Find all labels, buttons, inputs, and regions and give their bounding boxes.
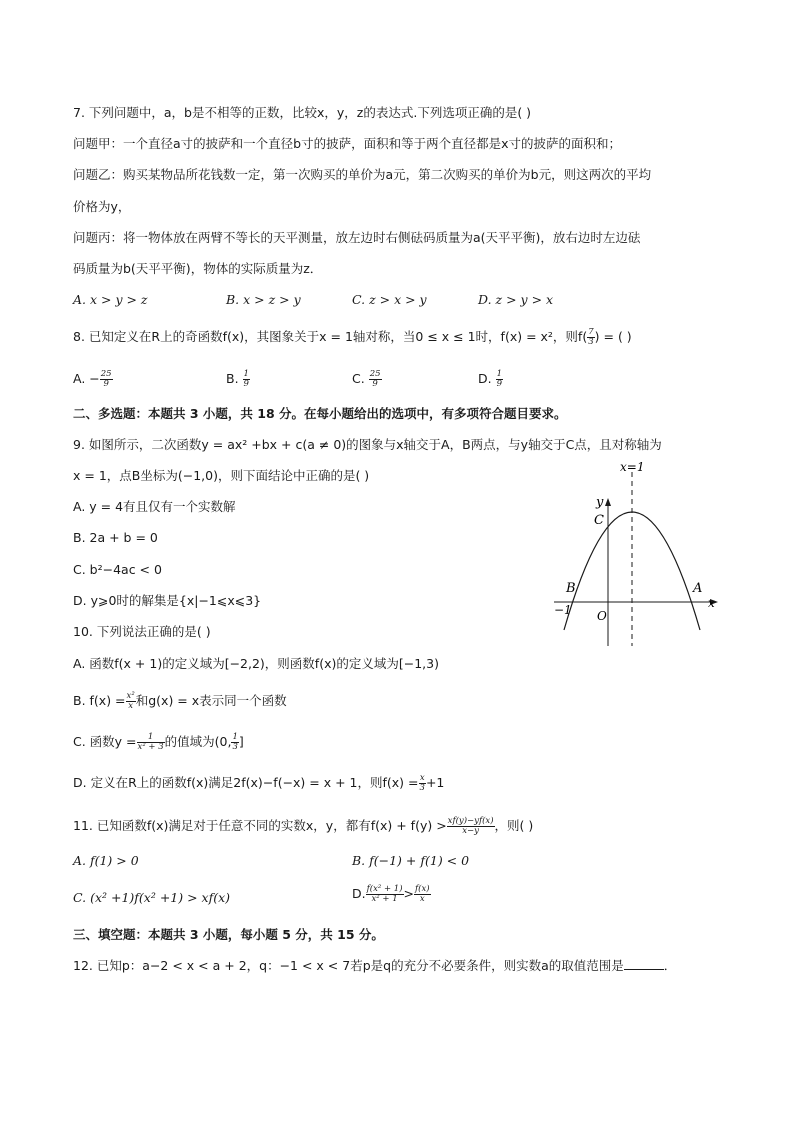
q7-problem-jia: 问题甲：一个直径a寸的披萨和一个直径b寸的披萨，面积和等于两个直径都是x寸的披萨的面积和； bbox=[73, 136, 621, 151]
q8-option-d-label: D. bbox=[478, 371, 496, 386]
q9-option-b: B. 2a + b = 0 bbox=[73, 530, 158, 545]
q12-stem-text: 12. 已知p：a−2 < x < a + 2，q：−1 < x < 7若p是q的充分不必要条件，则实数a的取值范围是 bbox=[73, 958, 624, 973]
numerator: xf(y)−yf(x) bbox=[447, 816, 494, 826]
q8-stem-text: 8. 已知定义在R上的奇函数f(x)，其图象关于x = 1轴对称，当0 ≤ x ≤ 1时，f(x) = x²，则f( bbox=[73, 329, 588, 344]
q11-option-a: A. f(1) > 0 bbox=[73, 853, 139, 868]
q8-option-d bbox=[478, 370, 503, 389]
q8-frac-denominator: 3 bbox=[588, 337, 594, 347]
q8-stem-end: ) = ( ) bbox=[594, 329, 632, 344]
denominator: 9 bbox=[496, 379, 502, 389]
point-a-label: A bbox=[693, 581, 703, 596]
q9-stem-line2: x = 1，点B坐标为(−1,0)，则下面结论中正确的是( ) bbox=[73, 468, 370, 483]
q7-option-c: C. z > x > y bbox=[352, 292, 427, 307]
q10-b-post: 和g(x) = x表示同一个函数 bbox=[135, 693, 287, 708]
q7-problem-yi-line1: 问题乙：购买某物品所花钱数一定，第一次购买的单价为a元，第二次购买的单价为b元，则这两次的平均 bbox=[73, 167, 652, 182]
q11-option-b: B. f(−1) + f(1) < 0 bbox=[352, 853, 470, 868]
q8-option-c bbox=[352, 370, 382, 389]
y-axis-arrow bbox=[605, 498, 611, 506]
denominator: 9 bbox=[243, 379, 249, 389]
q8-option-d-frac bbox=[496, 370, 503, 389]
q8-option-a bbox=[73, 370, 113, 389]
q11-d-frac2 bbox=[414, 885, 431, 904]
section-2-heading: 二、多选题：本题共 3 小题，共 18 分。在每小题给出的选项中，有多项符合题目要求。 bbox=[73, 406, 567, 421]
q11-d-gt: > bbox=[403, 886, 415, 901]
q10-b-frac bbox=[126, 692, 136, 711]
q10-c-pre: C. 函数y = bbox=[73, 734, 137, 749]
numerator: 25 bbox=[100, 369, 112, 379]
q11-stem-text: 11. 已知函数f(x)满足对于任意不同的实数x，y，都有f(x) + f(y) > bbox=[73, 818, 447, 833]
numerator: 1 bbox=[496, 369, 502, 379]
numerator: 1 bbox=[137, 733, 165, 743]
q10-stem: 10. 下列说法正确的是( ) bbox=[73, 624, 211, 639]
denominator: 3 bbox=[232, 742, 238, 752]
q11-d-pre: D. bbox=[352, 886, 366, 901]
point-c-label: C bbox=[594, 513, 604, 528]
denominator: x bbox=[128, 701, 134, 711]
denominator: x² + 3 bbox=[137, 742, 164, 752]
denominator: 9 bbox=[372, 379, 378, 389]
q8-fraction bbox=[587, 328, 594, 347]
numerator: 1 bbox=[243, 369, 249, 379]
q10-d-frac bbox=[419, 774, 426, 793]
q11-stem-end: ，则( ) bbox=[494, 818, 534, 833]
q10-c-end: ] bbox=[238, 734, 244, 749]
q10-c-range-frac bbox=[231, 733, 238, 752]
numerator: 25 bbox=[369, 369, 381, 379]
q9-option-c: C. b²−4ac < 0 bbox=[73, 562, 162, 577]
minus-one-label: −1 bbox=[554, 603, 572, 617]
q7-stem: 7. 下列问题中，a，b是不相等的正数，比较x，y，z的表达式.下列选项正确的是( ) bbox=[73, 105, 532, 120]
q10-b-pre: B. f(x) = bbox=[73, 693, 126, 708]
q8-option-c-frac bbox=[369, 370, 382, 389]
q9-option-d: D. y⩾0时的解集是{x|−1⩽x⩽3} bbox=[73, 593, 262, 608]
denominator: x bbox=[419, 894, 425, 904]
q7-option-d: D. z > y > x bbox=[478, 292, 554, 307]
q9-option-a: A. y = 4有且仅有一个实数解 bbox=[73, 499, 236, 514]
point-b-label: B bbox=[566, 581, 576, 596]
q10-option-a: A. 函数f(x + 1)的定义域为[−2,2)，则函数f(x)的定义域为[−1,3) bbox=[73, 656, 439, 671]
q10-c-post: 的值域为(0, bbox=[164, 734, 232, 749]
q10-option-b bbox=[73, 692, 287, 711]
q8-option-b bbox=[226, 370, 250, 389]
denominator: x² + 1 bbox=[371, 894, 398, 904]
q7-option-a: A. x > y > z bbox=[73, 292, 148, 307]
q8-option-b-frac bbox=[243, 370, 250, 389]
section-3-heading: 三、填空题：本题共 3 小题，每小题 5 分，共 15 分。 bbox=[73, 927, 384, 942]
q7-problem-bing-line2: 码质量为b(天平平衡)，物体的实际质量为z． bbox=[73, 261, 323, 276]
q7-problem-yi-line2: 价格为y， bbox=[73, 199, 131, 214]
denominator: 9 bbox=[103, 379, 109, 389]
q12-end: ． bbox=[663, 958, 677, 973]
q10-d-post: +1 bbox=[425, 775, 445, 790]
numerator: f(x² + 1) bbox=[366, 884, 403, 894]
denominator: x−y bbox=[462, 826, 479, 836]
numerator: 1 bbox=[232, 732, 238, 742]
q11-option-c: C. (x² +1)f(x² +1) > xf(x) bbox=[73, 890, 231, 905]
q8-option-a-frac bbox=[100, 370, 113, 389]
q7-problem-bing-line1: 问题丙：将一物体放在两臂不等长的天平测量，放左边时右侧砝码质量为a(天平平衡)，放右边时左边砝 bbox=[73, 230, 641, 245]
q10-option-d bbox=[73, 774, 444, 793]
symmetry-label: x=1 bbox=[620, 460, 645, 474]
q11-frac bbox=[447, 817, 495, 836]
q8-option-a-label: A. − bbox=[73, 371, 100, 386]
q10-option-c bbox=[73, 733, 244, 752]
numerator: f(x) bbox=[415, 884, 430, 894]
q11-stem bbox=[73, 817, 533, 836]
numerator: x bbox=[419, 773, 425, 783]
q8-stem bbox=[73, 328, 632, 347]
q8-frac-numerator: 7 bbox=[588, 327, 594, 337]
q9-stem-line1: 9. 如图所示，二次函数y = ax² +bx + c(a ≠ 0)的图象与x轴交于A，B两点，与y轴交于C点，且对称轴为 bbox=[73, 437, 662, 452]
q10-c-frac bbox=[137, 733, 165, 752]
origin-label: O bbox=[597, 609, 607, 623]
numerator: x² bbox=[126, 691, 135, 701]
q8-option-b-label: B. bbox=[226, 371, 243, 386]
q9-parabola-figure bbox=[548, 458, 728, 648]
x-axis-label: x bbox=[708, 596, 715, 610]
q8-option-c-label: C. bbox=[352, 371, 369, 386]
denominator: 3 bbox=[419, 783, 425, 793]
q11-d-frac1 bbox=[366, 885, 404, 904]
q10-d-pre: D. 定义在R上的函数f(x)满足2f(x)−f(−x) = x + 1，则f(x) = bbox=[73, 775, 419, 790]
q12-stem bbox=[73, 957, 676, 975]
y-axis-label: y bbox=[596, 495, 604, 510]
q7-option-b: B. x > z > y bbox=[226, 292, 301, 307]
q12-answer-blank[interactable] bbox=[624, 957, 664, 970]
q11-option-d bbox=[352, 885, 431, 904]
